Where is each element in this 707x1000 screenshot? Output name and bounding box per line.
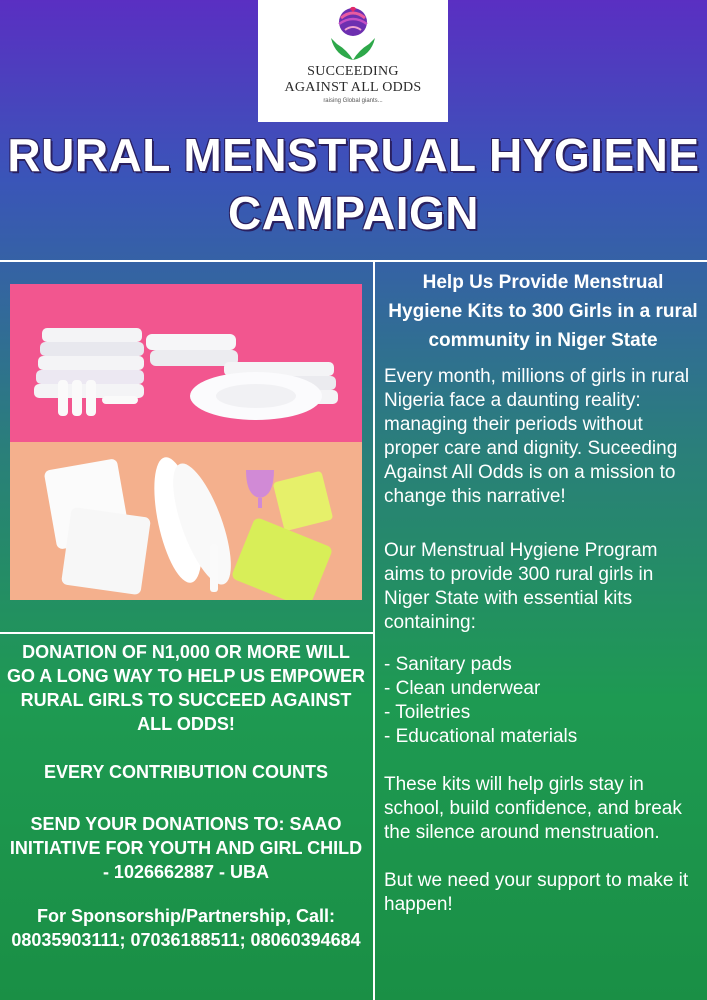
divider-vertical <box>373 262 375 1000</box>
title-line1: RURAL MENSTRUAL HYGIENE <box>7 129 700 181</box>
sanitary-products-photo <box>10 284 362 600</box>
list-item: - Sanitary pads <box>384 654 512 675</box>
intro-paragraph: Every month, millions of girls in rural Nigeria face a daunting reality: managing their periods without proper care and dignity. Suceeding Against All Odds is on a mission to change this narrative! <box>384 366 690 507</box>
donation-text: DONATION OF N1,000 OR MORE WILL GO A LONG WAY TO HELP US EMPOWER RURAL GIRLS TO SUCCEED AGAINST ALL ODDS! <box>6 642 366 734</box>
donation-info <box>6 640 366 952</box>
list-item: - Educational materials <box>384 726 578 747</box>
bank-details-text: SEND YOUR DONATIONS TO: SAAO INITIATIVE FOR YOUTH AND GIRL CHILD - 1026662887 - UBA <box>9 814 363 882</box>
hands-heart-logo-icon <box>327 4 379 64</box>
logo-tagline: raising Global giants... <box>323 98 383 104</box>
right-column <box>384 268 702 917</box>
divider-top <box>0 260 707 262</box>
logo-name-line2: AGAINST ALL ODDS <box>284 80 422 95</box>
impact-paragraph: These kits will help girls stay in school, build confidence, and break the silence around menstruation. <box>384 774 682 843</box>
title-line2: CAMPAIGN <box>227 187 480 239</box>
list-item: - Clean underwear <box>384 678 541 699</box>
campaign-title <box>0 126 707 242</box>
support-paragraph: But we need your support to make it happen! <box>384 870 689 915</box>
divider-left-middle <box>0 632 373 634</box>
logo <box>258 0 448 122</box>
logo-name-line1: SUCCEEDING <box>307 64 399 79</box>
help-heading: Help Us Provide Menstrual Hygiene Kits to 300 Girls in a rural community in Niger State <box>388 272 698 351</box>
kit-contents-list <box>384 653 702 749</box>
list-item: - Toiletries <box>384 702 471 723</box>
every-contribution-text: EVERY CONTRIBUTION COUNTS <box>43 762 329 782</box>
program-paragraph: Our Menstrual Hygiene Program aims to provide 300 rural girls in Niger State with essential kits containing: <box>384 540 658 633</box>
sponsorship-contact-text: For Sponsorship/Partnership, Call: 08035903111; 07036188511; 08060394684 <box>11 906 361 950</box>
